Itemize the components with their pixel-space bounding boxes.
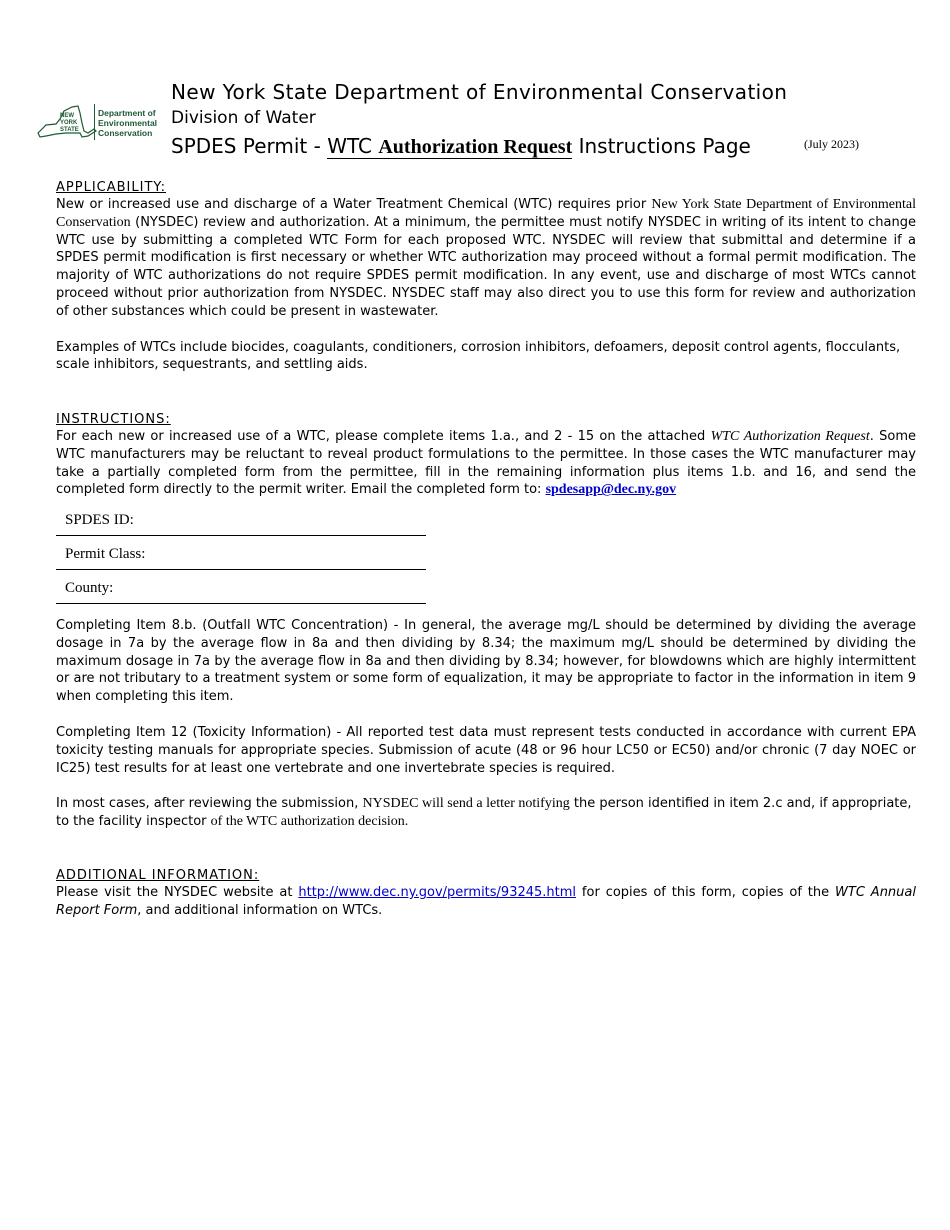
- permit-class-field[interactable]: [56, 536, 426, 570]
- additional-info-heading: ADDITIONAL INFORMATION:: [56, 868, 260, 883]
- instructions-text-b: . Some WTC manufacturers may be reluctant to reveal product formulations to the permittee. In those cases the WTC manufacturer may take a partially completed form from the permittee, fill in the remaining information plus items 1.b. and 16, and send the completed form directly to the permit writer. Email the completed form to:: [56, 429, 916, 498]
- item-notes-section: [56, 617, 916, 831]
- instructions-paragraph: [56, 428, 916, 499]
- county-field[interactable]: [56, 570, 426, 604]
- notification-text-c: the person identified in item 2.c and, if appropriate, to the facility inspector: [56, 796, 912, 830]
- applicability-heading: APPLICABILITY:: [56, 180, 166, 195]
- wtc-examples-paragraph: Examples of WTCs include biocides, coagulants, conditioners, corrosion inhibitors, defoamers, deposit control agents, flocculants, scale inhibitors, sequestrants, and settling aids.: [56, 339, 901, 373]
- logo-dept-line-2: Environmental: [98, 118, 158, 128]
- item-12-paragraph: Completing Item 12 (Toxicity Information) - All reported test data must represent tests conducted in accordance with current EPA toxicity testing manuals for appropriate species. Submission of acute (48 or 96 hour LC50 or EC50) and/or chronic (7 day NOEC or IC25) test results for at least one vertebrate and one invertebrate species is required.: [56, 724, 916, 776]
- spdes-id-field[interactable]: [56, 502, 426, 536]
- logo-state-line-2: YORK: [60, 120, 78, 126]
- notification-text-a: In most cases, after reviewing the submission,: [56, 796, 363, 812]
- additional-info-paragraph: [56, 884, 916, 920]
- instructions-form-name: WTC Authorization Request: [710, 429, 870, 444]
- notification-text-b: NYSDEC will send a letter notifying: [362, 796, 570, 812]
- additional-text-a: Please visit the NYSDEC website at: [56, 885, 299, 900]
- title-prefix: SPDES Permit -: [171, 134, 328, 158]
- applicability-section: [56, 179, 916, 374]
- logo-department-text: [98, 108, 157, 138]
- new-york-state-map-icon: [36, 103, 98, 143]
- instructions-heading: INSTRUCTIONS:: [56, 412, 171, 427]
- item-8b-paragraph: Completing Item 8.b. (Outfall WTC Concentration) - In general, the average mg/L should be determined by dividing the average dosage in 7a by the average flow in 8a and then dividing by 8.34; the maximum mg/L should be determined by dividing the maximum dosage in 7a by the average flow in 8a and then dividing by 8.34; however, for blowdowns which are highly intermittent or are not tributary to a treatment system or some form of equalization, it may be appropriate to factor in the information in item 9 when completing this item.: [56, 618, 916, 705]
- annual-report-form-name: WTC Annual Report Form: [56, 885, 916, 918]
- applicability-text-dept: New York State Department of Environmental Conservation: [56, 197, 917, 230]
- logo-dept-line-1: Department of: [98, 108, 156, 118]
- title-suffix: Instructions Page: [572, 134, 751, 158]
- logo-divider: [94, 104, 95, 140]
- spdes-id-label: SPDES ID:: [65, 512, 134, 528]
- letter-notification-paragraph: [56, 795, 916, 831]
- permits-website-link[interactable]: http://www.dec.ny.gov/permits/93245.html: [298, 885, 577, 900]
- additional-text-b: for copies of this form, copies of the: [576, 885, 836, 900]
- applicability-paragraph: [56, 196, 916, 321]
- page-title: [171, 134, 751, 159]
- additional-info-section: [56, 867, 916, 920]
- applicability-text-a: New or increased use and discharge of a Water Treatment Chemical (WTC) requires prior: [56, 197, 652, 212]
- agency-name: New York State Department of Environmental Conservation: [171, 80, 788, 104]
- additional-text-c: , and additional information on WTCs.: [137, 902, 383, 918]
- email-link[interactable]: spdesapp@dec.ny.gov: [545, 482, 677, 498]
- division-name: Division of Water: [171, 108, 316, 128]
- logo-dept-line-3: Conservation: [98, 128, 153, 138]
- permit-class-label: Permit Class:: [65, 546, 146, 562]
- county-label: County:: [65, 580, 114, 596]
- title-authorization-request: Authorization Request: [378, 136, 573, 158]
- title-underlined: [327, 134, 572, 159]
- logo-state-line-1: NEW: [60, 113, 74, 119]
- notification-text-d: of the WTC authorization decision.: [210, 814, 409, 830]
- instructions-section: [56, 411, 916, 499]
- logo-state-line-3: STATE: [60, 127, 79, 133]
- applicability-text-c: (NYSDEC) review and authorization. At a minimum, the permittee must notify NYSDEC in writing of its intent to change WTC use by submitting a completed WTC Form for each proposed WTC. NYSDEC will review that submittal and determine if a SPDES permit modification is first necessary or whether WTC authorization may proceed without a formal permit modification. The majority of WTC authorizations do not require SPDES permit modification. In any event, use and discharge of most WTCs cannot proceed without prior authorization from NYSDEC. NYSDEC staff may also direct you to use this form for review and authorization of other substances which could be present in wastewater.: [56, 214, 916, 319]
- instructions-text-a: For each new or increased use of a WTC, please complete items 1.a., and 2 - 15 on the attached: [56, 429, 711, 444]
- revision-date: (July 2023): [804, 137, 859, 151]
- permit-info-fields: [56, 502, 426, 604]
- title-wtc: WTC: [327, 134, 379, 158]
